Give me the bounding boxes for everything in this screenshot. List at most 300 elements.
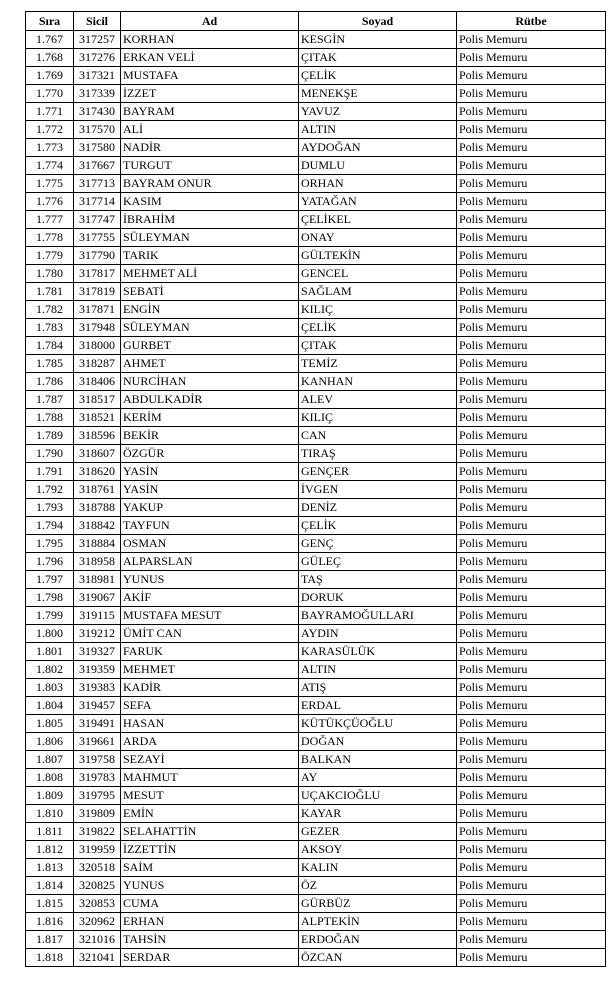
cell-sira: 1.798 — [26, 589, 74, 607]
cell-soyad: GENCEL — [299, 265, 457, 283]
cell-sicil: 319822 — [74, 823, 121, 841]
table-row — [26, 931, 606, 949]
cell-sira: 1.789 — [26, 427, 74, 445]
cell-sira: 1.806 — [26, 733, 74, 751]
table-row — [26, 121, 606, 139]
cell-rutbe: Polis Memuru — [457, 751, 606, 769]
cell-ad: SELAHATTİN — [121, 823, 299, 841]
cell-sira: 1.797 — [26, 571, 74, 589]
cell-ad: TAHSİN — [121, 931, 299, 949]
cell-ad: ERKAN VELİ — [121, 49, 299, 67]
cell-sicil: 318406 — [74, 373, 121, 391]
cell-sira: 1.791 — [26, 463, 74, 481]
cell-sicil: 317817 — [74, 265, 121, 283]
cell-rutbe: Polis Memuru — [457, 895, 606, 913]
cell-rutbe: Polis Memuru — [457, 139, 606, 157]
cell-ad: OSMAN — [121, 535, 299, 553]
table-row — [26, 751, 606, 769]
cell-soyad: GÜLTEKİN — [299, 247, 457, 265]
cell-ad: BEKİR — [121, 427, 299, 445]
cell-ad: SEZAYİ — [121, 751, 299, 769]
cell-sira: 1.800 — [26, 625, 74, 643]
cell-sicil: 317790 — [74, 247, 121, 265]
cell-sira: 1.816 — [26, 913, 74, 931]
cell-soyad: ORHAN — [299, 175, 457, 193]
cell-sicil: 318517 — [74, 391, 121, 409]
cell-sira: 1.784 — [26, 337, 74, 355]
cell-rutbe: Polis Memuru — [457, 247, 606, 265]
cell-sira: 1.768 — [26, 49, 74, 67]
cell-ad: ENGİN — [121, 301, 299, 319]
personnel-list-page — [25, 11, 605, 967]
cell-soyad: GÜLEÇ — [299, 553, 457, 571]
cell-rutbe: Polis Memuru — [457, 877, 606, 895]
cell-soyad: DOĞAN — [299, 733, 457, 751]
cell-ad: FARUK — [121, 643, 299, 661]
cell-ad: ALPARSLAN — [121, 553, 299, 571]
cell-sira: 1.803 — [26, 679, 74, 697]
table-row — [26, 139, 606, 157]
cell-sicil: 318958 — [74, 553, 121, 571]
cell-ad: YASİN — [121, 463, 299, 481]
cell-rutbe: Polis Memuru — [457, 103, 606, 121]
table-row — [26, 481, 606, 499]
cell-soyad: TAŞ — [299, 571, 457, 589]
cell-sicil: 317948 — [74, 319, 121, 337]
cell-sicil: 317339 — [74, 85, 121, 103]
cell-sira: 1.812 — [26, 841, 74, 859]
table-header-row — [26, 12, 606, 31]
cell-sira: 1.792 — [26, 481, 74, 499]
cell-rutbe: Polis Memuru — [457, 715, 606, 733]
cell-soyad: AY — [299, 769, 457, 787]
cell-sicil: 321016 — [74, 931, 121, 949]
cell-sicil: 318521 — [74, 409, 121, 427]
table-row — [26, 661, 606, 679]
table-row — [26, 265, 606, 283]
cell-sira: 1.811 — [26, 823, 74, 841]
cell-sicil: 319758 — [74, 751, 121, 769]
table-row — [26, 625, 606, 643]
cell-ad: YAKUP — [121, 499, 299, 517]
cell-rutbe: Polis Memuru — [457, 769, 606, 787]
table-row — [26, 535, 606, 553]
table-row — [26, 877, 606, 895]
cell-sicil: 321041 — [74, 949, 121, 967]
cell-rutbe: Polis Memuru — [457, 859, 606, 877]
cell-ad: YUNUS — [121, 571, 299, 589]
header-soyad: Soyad — [299, 12, 457, 31]
cell-soyad: DORUK — [299, 589, 457, 607]
table-row — [26, 355, 606, 373]
cell-soyad: KESGİN — [299, 31, 457, 49]
table-row — [26, 175, 606, 193]
table-row — [26, 229, 606, 247]
cell-soyad: TEMİZ — [299, 355, 457, 373]
cell-sicil: 317819 — [74, 283, 121, 301]
table-row — [26, 715, 606, 733]
cell-rutbe: Polis Memuru — [457, 697, 606, 715]
table-row — [26, 85, 606, 103]
cell-sira: 1.802 — [26, 661, 74, 679]
cell-sira: 1.769 — [26, 67, 74, 85]
cell-ad: NURCİHAN — [121, 373, 299, 391]
cell-sicil: 317713 — [74, 175, 121, 193]
cell-ad: SEFA — [121, 697, 299, 715]
cell-sicil: 319457 — [74, 697, 121, 715]
cell-sira: 1.778 — [26, 229, 74, 247]
cell-sira: 1.780 — [26, 265, 74, 283]
cell-ad: MESUT — [121, 787, 299, 805]
cell-rutbe: Polis Memuru — [457, 733, 606, 751]
cell-sira: 1.809 — [26, 787, 74, 805]
cell-ad: MAHMUT — [121, 769, 299, 787]
cell-sira: 1.771 — [26, 103, 74, 121]
table-row — [26, 337, 606, 355]
cell-sicil: 317755 — [74, 229, 121, 247]
cell-soyad: DENİZ — [299, 499, 457, 517]
cell-sira: 1.801 — [26, 643, 74, 661]
cell-rutbe: Polis Memuru — [457, 679, 606, 697]
cell-rutbe: Polis Memuru — [457, 787, 606, 805]
cell-sicil: 320518 — [74, 859, 121, 877]
cell-sicil: 318596 — [74, 427, 121, 445]
cell-ad: SERDAR — [121, 949, 299, 967]
cell-soyad: ÖZ — [299, 877, 457, 895]
table-row — [26, 499, 606, 517]
cell-rutbe: Polis Memuru — [457, 157, 606, 175]
cell-sicil: 318842 — [74, 517, 121, 535]
table-row — [26, 283, 606, 301]
cell-sira: 1.770 — [26, 85, 74, 103]
cell-soyad: AYDIN — [299, 625, 457, 643]
cell-rutbe: Polis Memuru — [457, 463, 606, 481]
cell-ad: KASIM — [121, 193, 299, 211]
cell-soyad: YATAĞAN — [299, 193, 457, 211]
cell-rutbe: Polis Memuru — [457, 949, 606, 967]
cell-soyad: ALEV — [299, 391, 457, 409]
cell-rutbe: Polis Memuru — [457, 427, 606, 445]
cell-rutbe: Polis Memuru — [457, 805, 606, 823]
table-row — [26, 697, 606, 715]
cell-soyad: BALKAN — [299, 751, 457, 769]
cell-rutbe: Polis Memuru — [457, 373, 606, 391]
table-row — [26, 373, 606, 391]
cell-sicil: 317257 — [74, 31, 121, 49]
cell-soyad: KARASÜLÜK — [299, 643, 457, 661]
cell-soyad: KAYAR — [299, 805, 457, 823]
cell-ad: KADİR — [121, 679, 299, 697]
cell-soyad: UÇAKCIOĞLU — [299, 787, 457, 805]
cell-ad: SÜLEYMAN — [121, 319, 299, 337]
cell-soyad: MENEKŞE — [299, 85, 457, 103]
cell-sicil: 319383 — [74, 679, 121, 697]
cell-rutbe: Polis Memuru — [457, 193, 606, 211]
cell-sicil: 317276 — [74, 49, 121, 67]
cell-soyad: GENÇER — [299, 463, 457, 481]
cell-soyad: GÜRBÜZ — [299, 895, 457, 913]
cell-sicil: 319491 — [74, 715, 121, 733]
cell-sicil: 319359 — [74, 661, 121, 679]
cell-rutbe: Polis Memuru — [457, 517, 606, 535]
cell-ad: CUMA — [121, 895, 299, 913]
cell-sira: 1.815 — [26, 895, 74, 913]
cell-soyad: ERDOĞAN — [299, 931, 457, 949]
cell-ad: NADİR — [121, 139, 299, 157]
cell-ad: ÖZGÜR — [121, 445, 299, 463]
cell-sicil: 318884 — [74, 535, 121, 553]
cell-ad: İZZET — [121, 85, 299, 103]
cell-soyad: SAĞLAM — [299, 283, 457, 301]
cell-sira: 1.788 — [26, 409, 74, 427]
cell-soyad: YAVUZ — [299, 103, 457, 121]
cell-ad: YUNUS — [121, 877, 299, 895]
table-row — [26, 517, 606, 535]
cell-sicil: 320962 — [74, 913, 121, 931]
cell-sira: 1.794 — [26, 517, 74, 535]
cell-rutbe: Polis Memuru — [457, 535, 606, 553]
cell-ad: YASİN — [121, 481, 299, 499]
cell-sicil: 318761 — [74, 481, 121, 499]
header-sicil: Sicil — [74, 12, 121, 31]
cell-ad: SÜLEYMAN — [121, 229, 299, 247]
cell-sira: 1.813 — [26, 859, 74, 877]
cell-sicil: 318981 — [74, 571, 121, 589]
cell-rutbe: Polis Memuru — [457, 85, 606, 103]
cell-sira: 1.810 — [26, 805, 74, 823]
cell-soyad: ÇELİK — [299, 67, 457, 85]
cell-soyad: KÜTÜKÇÜOĞLU — [299, 715, 457, 733]
cell-rutbe: Polis Memuru — [457, 283, 606, 301]
cell-sicil: 317321 — [74, 67, 121, 85]
cell-rutbe: Polis Memuru — [457, 319, 606, 337]
cell-sicil: 317871 — [74, 301, 121, 319]
cell-soyad: ÇELİKEL — [299, 211, 457, 229]
cell-sira: 1.774 — [26, 157, 74, 175]
table-row — [26, 49, 606, 67]
cell-soyad: KILIÇ — [299, 301, 457, 319]
table-row — [26, 301, 606, 319]
cell-sira: 1.804 — [26, 697, 74, 715]
cell-ad: AKİF — [121, 589, 299, 607]
cell-rutbe: Polis Memuru — [457, 175, 606, 193]
cell-sira: 1.772 — [26, 121, 74, 139]
cell-rutbe: Polis Memuru — [457, 499, 606, 517]
cell-sira: 1.783 — [26, 319, 74, 337]
cell-sicil: 319783 — [74, 769, 121, 787]
cell-sira: 1.767 — [26, 31, 74, 49]
cell-ad: MEHMET — [121, 661, 299, 679]
cell-sira: 1.787 — [26, 391, 74, 409]
table-row — [26, 445, 606, 463]
cell-soyad: CAN — [299, 427, 457, 445]
cell-soyad: ÖZCAN — [299, 949, 457, 967]
cell-rutbe: Polis Memuru — [457, 841, 606, 859]
cell-ad: ERHAN — [121, 913, 299, 931]
table-row — [26, 553, 606, 571]
cell-sira: 1.773 — [26, 139, 74, 157]
cell-sicil: 317747 — [74, 211, 121, 229]
cell-sicil: 319327 — [74, 643, 121, 661]
cell-soyad: KILIÇ — [299, 409, 457, 427]
header-rutbe: Rütbe — [457, 12, 606, 31]
cell-soyad: İVGEN — [299, 481, 457, 499]
cell-ad: MEHMET ALİ — [121, 265, 299, 283]
cell-sira: 1.799 — [26, 607, 74, 625]
cell-sicil: 319795 — [74, 787, 121, 805]
cell-rutbe: Polis Memuru — [457, 445, 606, 463]
cell-soyad: DUMLU — [299, 157, 457, 175]
cell-sira: 1.807 — [26, 751, 74, 769]
cell-sira: 1.796 — [26, 553, 74, 571]
table-row — [26, 67, 606, 85]
cell-sicil: 319067 — [74, 589, 121, 607]
table-row — [26, 769, 606, 787]
cell-rutbe: Polis Memuru — [457, 355, 606, 373]
cell-ad: TAYFUN — [121, 517, 299, 535]
cell-ad: MUSTAFA — [121, 67, 299, 85]
table-row — [26, 571, 606, 589]
cell-rutbe: Polis Memuru — [457, 661, 606, 679]
cell-ad: İBRAHİM — [121, 211, 299, 229]
cell-rutbe: Polis Memuru — [457, 589, 606, 607]
table-row — [26, 679, 606, 697]
cell-rutbe: Polis Memuru — [457, 121, 606, 139]
cell-sira: 1.790 — [26, 445, 74, 463]
cell-soyad: ÇELİK — [299, 517, 457, 535]
cell-soyad: ÇELİK — [299, 319, 457, 337]
cell-soyad: ÇITAK — [299, 337, 457, 355]
table-row — [26, 913, 606, 931]
cell-ad: TURGUT — [121, 157, 299, 175]
cell-ad: SEBATİ — [121, 283, 299, 301]
cell-sicil: 319809 — [74, 805, 121, 823]
table-row — [26, 895, 606, 913]
cell-sicil: 319959 — [74, 841, 121, 859]
cell-rutbe: Polis Memuru — [457, 391, 606, 409]
cell-ad: BAYRAM — [121, 103, 299, 121]
cell-soyad: ALTIN — [299, 121, 457, 139]
cell-sicil: 318000 — [74, 337, 121, 355]
table-row — [26, 643, 606, 661]
cell-ad: TARIK — [121, 247, 299, 265]
cell-ad: SAİM — [121, 859, 299, 877]
cell-rutbe: Polis Memuru — [457, 931, 606, 949]
cell-sicil: 320825 — [74, 877, 121, 895]
cell-ad: GURBET — [121, 337, 299, 355]
cell-rutbe: Polis Memuru — [457, 571, 606, 589]
cell-sicil: 317570 — [74, 121, 121, 139]
cell-soyad: GEZER — [299, 823, 457, 841]
cell-rutbe: Polis Memuru — [457, 31, 606, 49]
cell-soyad: KALIN — [299, 859, 457, 877]
table-row — [26, 157, 606, 175]
cell-sicil: 317580 — [74, 139, 121, 157]
cell-sira: 1.777 — [26, 211, 74, 229]
cell-ad: HASAN — [121, 715, 299, 733]
cell-soyad: ALPTEKİN — [299, 913, 457, 931]
table-row — [26, 859, 606, 877]
cell-ad: ARDA — [121, 733, 299, 751]
personnel-table — [25, 11, 606, 967]
cell-soyad: ATIŞ — [299, 679, 457, 697]
table-row — [26, 949, 606, 967]
cell-rutbe: Polis Memuru — [457, 265, 606, 283]
cell-ad: İZZETTİN — [121, 841, 299, 859]
cell-soyad: KANHAN — [299, 373, 457, 391]
cell-sira: 1.781 — [26, 283, 74, 301]
cell-ad: KORHAN — [121, 31, 299, 49]
cell-ad: KERİM — [121, 409, 299, 427]
cell-sicil: 317714 — [74, 193, 121, 211]
cell-rutbe: Polis Memuru — [457, 409, 606, 427]
cell-rutbe: Polis Memuru — [457, 823, 606, 841]
cell-sira: 1.814 — [26, 877, 74, 895]
table-row — [26, 463, 606, 481]
table-row — [26, 247, 606, 265]
header-ad: Ad — [121, 12, 299, 31]
cell-sicil: 318788 — [74, 499, 121, 517]
cell-rutbe: Polis Memuru — [457, 643, 606, 661]
table-row — [26, 823, 606, 841]
cell-ad: ALİ — [121, 121, 299, 139]
cell-sira: 1.795 — [26, 535, 74, 553]
cell-soyad: GENÇ — [299, 535, 457, 553]
cell-sicil: 319115 — [74, 607, 121, 625]
table-row — [26, 607, 606, 625]
cell-sicil: 319661 — [74, 733, 121, 751]
cell-sira: 1.817 — [26, 931, 74, 949]
cell-sicil: 320853 — [74, 895, 121, 913]
cell-sira: 1.818 — [26, 949, 74, 967]
cell-soyad: AKSOY — [299, 841, 457, 859]
cell-ad: MUSTAFA MESUT — [121, 607, 299, 625]
cell-rutbe: Polis Memuru — [457, 67, 606, 85]
table-row — [26, 589, 606, 607]
table-row — [26, 319, 606, 337]
table-row — [26, 787, 606, 805]
cell-rutbe: Polis Memuru — [457, 913, 606, 931]
cell-rutbe: Polis Memuru — [457, 229, 606, 247]
cell-sira: 1.775 — [26, 175, 74, 193]
header-sira: Sıra — [26, 12, 74, 31]
cell-sira: 1.779 — [26, 247, 74, 265]
table-row — [26, 733, 606, 751]
table-row — [26, 841, 606, 859]
table-row — [26, 427, 606, 445]
table-row — [26, 391, 606, 409]
cell-rutbe: Polis Memuru — [457, 211, 606, 229]
table-body — [26, 31, 606, 967]
cell-sira: 1.793 — [26, 499, 74, 517]
cell-soyad: BAYRAMOĞULLARI — [299, 607, 457, 625]
cell-rutbe: Polis Memuru — [457, 481, 606, 499]
cell-ad: BAYRAM ONUR — [121, 175, 299, 193]
cell-rutbe: Polis Memuru — [457, 553, 606, 571]
cell-sira: 1.785 — [26, 355, 74, 373]
cell-soyad: AYDOĞAN — [299, 139, 457, 157]
cell-soyad: ALTIN — [299, 661, 457, 679]
cell-rutbe: Polis Memuru — [457, 625, 606, 643]
cell-sicil: 317430 — [74, 103, 121, 121]
cell-sicil: 317667 — [74, 157, 121, 175]
cell-rutbe: Polis Memuru — [457, 301, 606, 319]
table-row — [26, 211, 606, 229]
cell-ad: AHMET — [121, 355, 299, 373]
cell-rutbe: Polis Memuru — [457, 607, 606, 625]
table-row — [26, 103, 606, 121]
cell-sira: 1.808 — [26, 769, 74, 787]
